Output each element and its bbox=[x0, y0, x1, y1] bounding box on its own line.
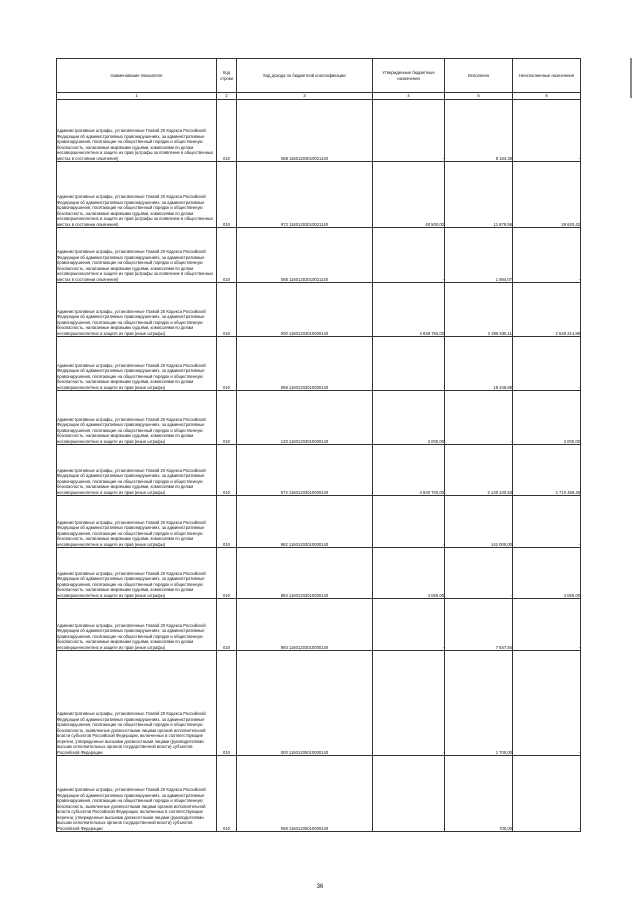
row-budget-code-cell: 000 11601205010000140 bbox=[237, 651, 373, 756]
column-number: 2 bbox=[217, 93, 237, 100]
row-unexecuted-cell: - bbox=[513, 651, 581, 756]
header-unexecuted: Неисполненные назначения bbox=[513, 59, 581, 93]
row-budget-code-cell: 993 11601203010000140 bbox=[237, 599, 373, 651]
column-number: 4 bbox=[373, 93, 445, 100]
row-name-cell: Административные штрафы, установленные Главой 20 Кодекса Российской Федерации об административных правонарушениях, за административные правонарушения, посягающие на общественный порядок и общественную безопасность, налагаемые мировыми судьями, комиссиями по делам несовершеннолетних и защите их прав (иные штрафы) bbox=[57, 337, 217, 391]
budget-revenue-table bbox=[56, 58, 581, 832]
row-budget-code-cell: 000 11601203010000140 bbox=[237, 283, 373, 337]
row-approved-cell: - bbox=[373, 100, 445, 162]
row-executed-cell: 7 847,84 bbox=[445, 599, 513, 651]
table-body bbox=[57, 100, 581, 832]
table-row bbox=[57, 756, 581, 832]
row-executed-cell: 1 700,00 bbox=[445, 651, 513, 756]
row-unexecuted-cell: - bbox=[513, 100, 581, 162]
header-bcode: Код дохода по бюджетной классификации bbox=[237, 59, 373, 93]
row-budget-code-cell: 068 11601203010000140 bbox=[237, 337, 373, 391]
row-code-cell: 010 bbox=[217, 100, 237, 162]
row-budget-code-cell: 972 11601203010000140 bbox=[237, 445, 373, 496]
table-row bbox=[57, 228, 581, 283]
row-name-cell: Административные штрафы, установленные Главой 20 Кодекса Российской Федерации об административных правонарушениях, за административные правонарушения, посягающие на общественный порядок и общественную безопасность, выявленные должностными лицами органов исполнительной власти субъектов Российской Федерации, включенных в соответствующие перечни, утвержденные высшими должностными лицами (руководителями высших исполнительных органов государственной власти) субъектов Российской Федерации bbox=[57, 756, 217, 832]
row-unexecuted-cell: 2 000,00 bbox=[513, 391, 581, 445]
table-row bbox=[57, 548, 581, 599]
row-code-cell: 010 bbox=[217, 337, 237, 391]
row-approved-cell: 4 050,00 bbox=[373, 548, 445, 599]
row-executed-cell: 700,00 bbox=[445, 756, 513, 832]
row-executed-cell: - bbox=[445, 391, 513, 445]
row-budget-code-cell: 983 11601203010000140 bbox=[237, 548, 373, 599]
column-number: 6 bbox=[513, 93, 581, 100]
column-number-row bbox=[57, 93, 581, 100]
row-name-cell: Административные штрафы, установленные Главой 20 Кодекса Российской Федерации об административных правонарушениях, за административные правонарушения, посягающие на общественный порядок и общественную безопасность, выявленные должностными лицами органов исполнительной власти субъектов Российской Федерации, включенных в соответствующие перечни, утвержденные высшими должностными лицами (руководителями высших исполнительных органов государственной власти) субъектов Российской Федерации bbox=[57, 651, 217, 756]
header-code: Код строки bbox=[217, 59, 237, 93]
row-approved-cell: - bbox=[373, 496, 445, 548]
row-name-cell: Административные штрафы, установленные Главой 20 Кодекса Российской Федерации об административных правонарушениях, за административные правонарушения, посягающие на общественный порядок и общественную безопасность, налагаемые мировыми судьями, комиссиями по делам несовершеннолетних и защите их прав (штрафы за появление в общественных местах в состоянии опьянения) bbox=[57, 162, 217, 228]
table-row bbox=[57, 391, 581, 445]
row-name-cell: Административные штрафы, установленные Главой 20 Кодекса Российской Федерации об административных правонарушениях, за административные правонарушения, посягающие на общественный порядок и общественную безопасность, налагаемые мировыми судьями, комиссиями по делам несовершеннолетних и защите их прав (иные штрафы) bbox=[57, 445, 217, 496]
table-header-row bbox=[57, 59, 581, 93]
page-number: 36 bbox=[316, 884, 324, 890]
row-budget-code-cell: 972 11601203010021140 bbox=[237, 162, 373, 228]
row-name-cell: Административные штрафы, установленные Главой 20 Кодекса Российской Федерации об административных правонарушениях, за административные правонарушения, посягающие на общественный порядок и общественную безопасность, налагаемые мировыми судьями, комиссиями по делам несовершеннолетних и защите их прав (иные штрафы) bbox=[57, 548, 217, 599]
row-approved-cell: 40 500,00 bbox=[373, 162, 445, 228]
table-row bbox=[57, 100, 581, 162]
row-code-cell: 010 bbox=[217, 651, 237, 756]
row-code-cell: 010 bbox=[217, 599, 237, 651]
row-name-cell: Административные штрафы, установленные Главой 20 Кодекса Российской Федерации об административных правонарушениях, за административные правонарушения, посягающие на общественный порядок и общественную безопасность, налагаемые мировыми судьями, комиссиями по делам несовершеннолетних и защите их прав (иные штрафы) bbox=[57, 496, 217, 548]
column-number: 5 bbox=[445, 93, 513, 100]
row-unexecuted-cell: - bbox=[513, 496, 581, 548]
row-budget-code-cell: 068 11601205010000140 bbox=[237, 756, 373, 832]
row-name-cell: Административные штрафы, установленные Главой 20 Кодекса Российской Федерации об административных правонарушениях, за административные правонарушения, посягающие на общественный порядок и общественную безопасность, налагаемые мировыми судьями, комиссиями по делам несовершеннолетних и защите их прав (штрафы за появление в общественных местах в состоянии опьянения) bbox=[57, 228, 217, 283]
row-approved-cell: - bbox=[373, 599, 445, 651]
table-row bbox=[57, 337, 581, 391]
row-name-cell: Административные штрафы, установленные Главой 20 Кодекса Российской Федерации об административных правонарушениях, за административные правонарушения, посягающие на общественный порядок и общественную безопасность, налагаемые мировыми судьями, комиссиями по делам несовершеннолетних и защите их прав (штрафы за появление в общественных местах в состоянии опьянения) bbox=[57, 100, 217, 162]
row-executed-cell: 1 984,07 bbox=[445, 228, 513, 283]
row-budget-code-cell: 133 11601203010000140 bbox=[237, 391, 373, 445]
table-row bbox=[57, 283, 581, 337]
row-code-cell: 010 bbox=[217, 162, 237, 228]
row-approved-cell: 2 000,00 bbox=[373, 391, 445, 445]
row-code-cell: 010 bbox=[217, 445, 237, 496]
row-code-cell: 010 bbox=[217, 391, 237, 445]
table-row bbox=[57, 162, 581, 228]
table-row bbox=[57, 496, 581, 548]
table-row bbox=[57, 651, 581, 756]
row-executed-cell: 11 879,58 bbox=[445, 162, 513, 228]
row-code-cell: 010 bbox=[217, 228, 237, 283]
row-unexecuted-cell: 2 549 214,89 bbox=[513, 283, 581, 337]
row-approved-cell: - bbox=[373, 756, 445, 832]
row-unexecuted-cell: - bbox=[513, 337, 581, 391]
row-code-cell: 010 bbox=[217, 756, 237, 832]
column-number: 3 bbox=[237, 93, 373, 100]
row-budget-code-cell: 068 11601203010021140 bbox=[237, 100, 373, 162]
row-executed-cell: 2 299 535,11 bbox=[445, 283, 513, 337]
row-name-cell: Административные штрафы, установленные Главой 20 Кодекса Российской Федерации об административных правонарушениях, за административные правонарушения, посягающие на общественный порядок и общественную безопасность, налагаемые мировыми судьями, комиссиями по делам несовершеннолетних и защите их прав (иные штрафы) bbox=[57, 391, 217, 445]
header-name: Наименование показателя bbox=[57, 59, 217, 93]
row-budget-code-cell: 982 11601203010000140 bbox=[237, 496, 373, 548]
row-unexecuted-cell: 2 710 459,48 bbox=[513, 445, 581, 496]
row-approved-cell: - bbox=[373, 337, 445, 391]
row-unexecuted-cell: 4 050,00 bbox=[513, 548, 581, 599]
row-executed-cell: 141 000,00 bbox=[445, 496, 513, 548]
row-approved-cell: 4 848 750,00 bbox=[373, 283, 445, 337]
row-budget-code-cell: 068 11601203010021140 bbox=[237, 228, 373, 283]
header-approved: Утвержденные бюджетные назначения bbox=[373, 59, 445, 93]
row-unexecuted-cell: - bbox=[513, 756, 581, 832]
row-unexecuted-cell: - bbox=[513, 228, 581, 283]
row-executed-cell: - bbox=[445, 548, 513, 599]
row-code-cell: 010 bbox=[217, 496, 237, 548]
row-unexecuted-cell: 29 620,42 bbox=[513, 162, 581, 228]
row-executed-cell: 8 154,39 bbox=[445, 100, 513, 162]
table-row bbox=[57, 599, 581, 651]
row-executed-cell: 18 348,88 bbox=[445, 337, 513, 391]
row-code-cell: 010 bbox=[217, 283, 237, 337]
row-name-cell: Административные штрафы, установленные Главой 20 Кодекса Российской Федерации об административных правонарушениях, за административные правонарушения, посягающие на общественный порядок и общественную безопасность, налагаемые мировыми судьями, комиссиями по делам несовершеннолетних и защите их прав (иные штрафы) bbox=[57, 283, 217, 337]
row-approved-cell: 4 840 700,00 bbox=[373, 445, 445, 496]
row-unexecuted-cell: - bbox=[513, 599, 581, 651]
row-executed-cell: 2 130 240,53 bbox=[445, 445, 513, 496]
table-row bbox=[57, 445, 581, 496]
header-executed: Исполнено bbox=[445, 59, 513, 93]
row-code-cell: 010 bbox=[217, 548, 237, 599]
row-name-cell: Административные штрафы, установленные Главой 20 Кодекса Российской Федерации об административных правонарушениях, за административные правонарушения, посягающие на общественный порядок и общественную безопасность, налагаемые мировыми судьями, комиссиями по делам несовершеннолетних и защите их прав (иные штрафы) bbox=[57, 599, 217, 651]
row-approved-cell: - bbox=[373, 651, 445, 756]
column-number: 1 bbox=[57, 93, 217, 100]
scan-edge-mark bbox=[630, 58, 632, 98]
row-approved-cell: - bbox=[373, 228, 445, 283]
